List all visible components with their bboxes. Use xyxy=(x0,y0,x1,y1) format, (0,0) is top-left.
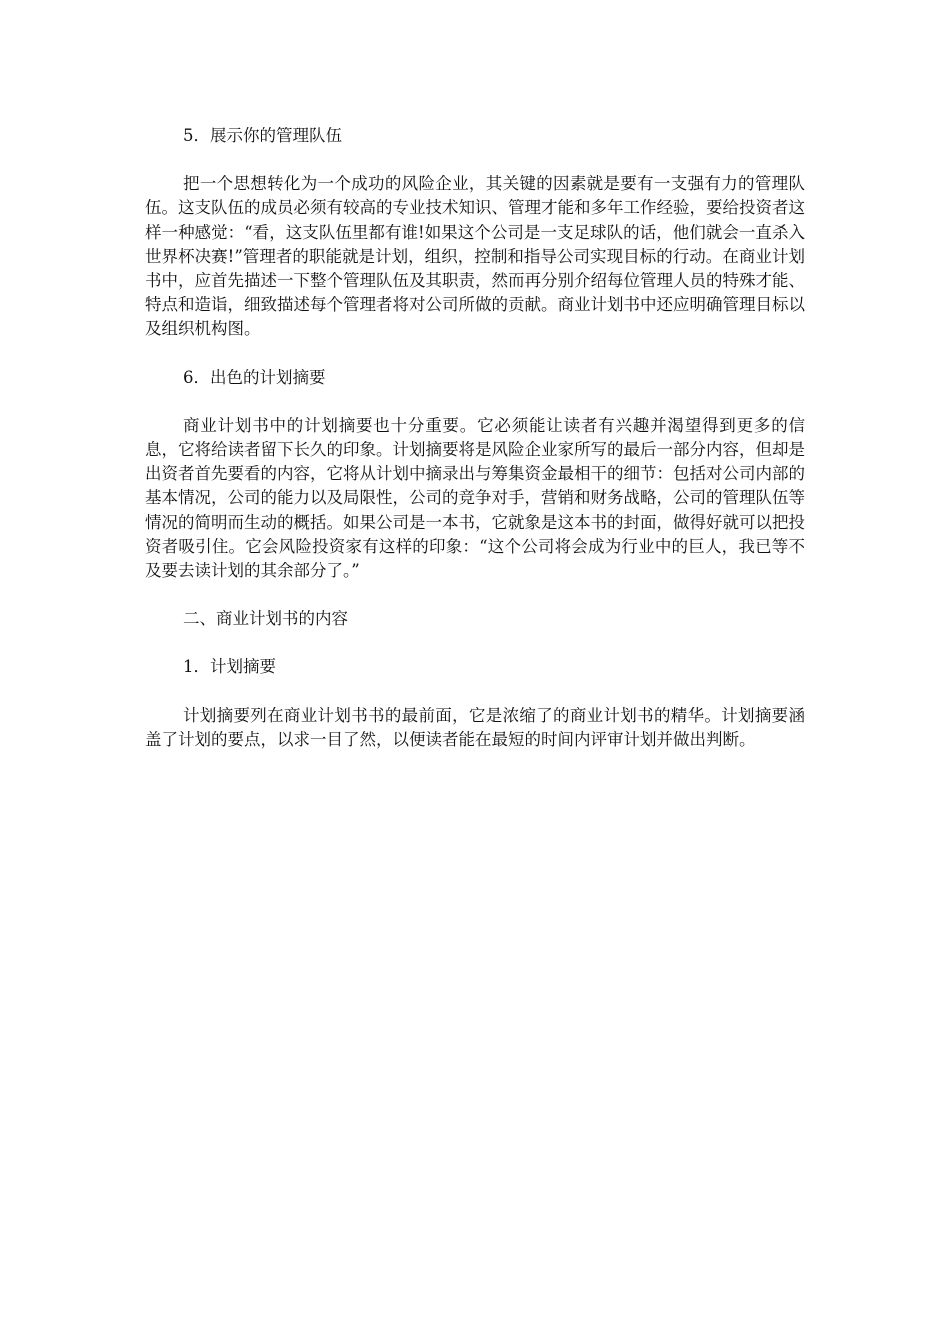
document-body xyxy=(145,124,805,776)
item-1-paragraph: 计划摘要列在商业计划书书的最前面，它是浓缩了的商业计划书的精华。计划摘要涵盖了计划的要点，以求一目了然，以便读者能在最短的时间内评审计划并做出判断。 xyxy=(145,705,805,749)
part-2-heading: 二、商业计划书的内容 xyxy=(183,609,348,629)
section-6-paragraph: 商业计划书中的计划摘要也十分重要。它必须能让读者有兴趣并渴望得到更多的信息，它将给读者留下长久的印象。计划摘要将是风险企业家所写的最后一部分内容，但却是出资者首先要看的内容，它将从计划中摘录出与筹集资金最相干的细节：包括对公司内部的基本情况，公司的能力以及局限性，公司的竞争对手，营销和财务战略，公司的管理队伍等情况的简明而生动的概括。如果公司是一本书，它就象是这本书的封面，做得好就可以把投资者吸引住。它会风险投资家有这样的印象：“这个公司将会成为行业中的巨人，我已等不及要去读计划的其余部分了。” xyxy=(145,415,805,581)
item-1-heading: 1．计划摘要 xyxy=(183,657,276,677)
section-5-paragraph: 把一个思想转化为一个成功的风险企业，其关键的因素就是要有一支强有力的管理队伍。这支队伍的成员必须有较高的专业技术知识、管理才能和多年工作经验，要给投资者这样一种感觉：“看，这支队伍里都有谁!如果这个公司是一支足球队的话，他们就会一直杀入世界杯决赛!”管理者的职能就是计划，组织，控制和指导公司实现目标的行动。在商业计划书中，应首先描述一下整个管理队伍及其职责，然而再分别介绍每位管理人员的特殊才能、特点和造诣，细致描述每个管理者将对公司所做的贡献。商业计划书中还应明确管理目标以及组织机构图。 xyxy=(145,174,805,339)
section-6-heading: 6．出色的计划摘要 xyxy=(183,367,326,387)
section-5-heading: 5．展示你的管理队伍 xyxy=(183,126,342,145)
